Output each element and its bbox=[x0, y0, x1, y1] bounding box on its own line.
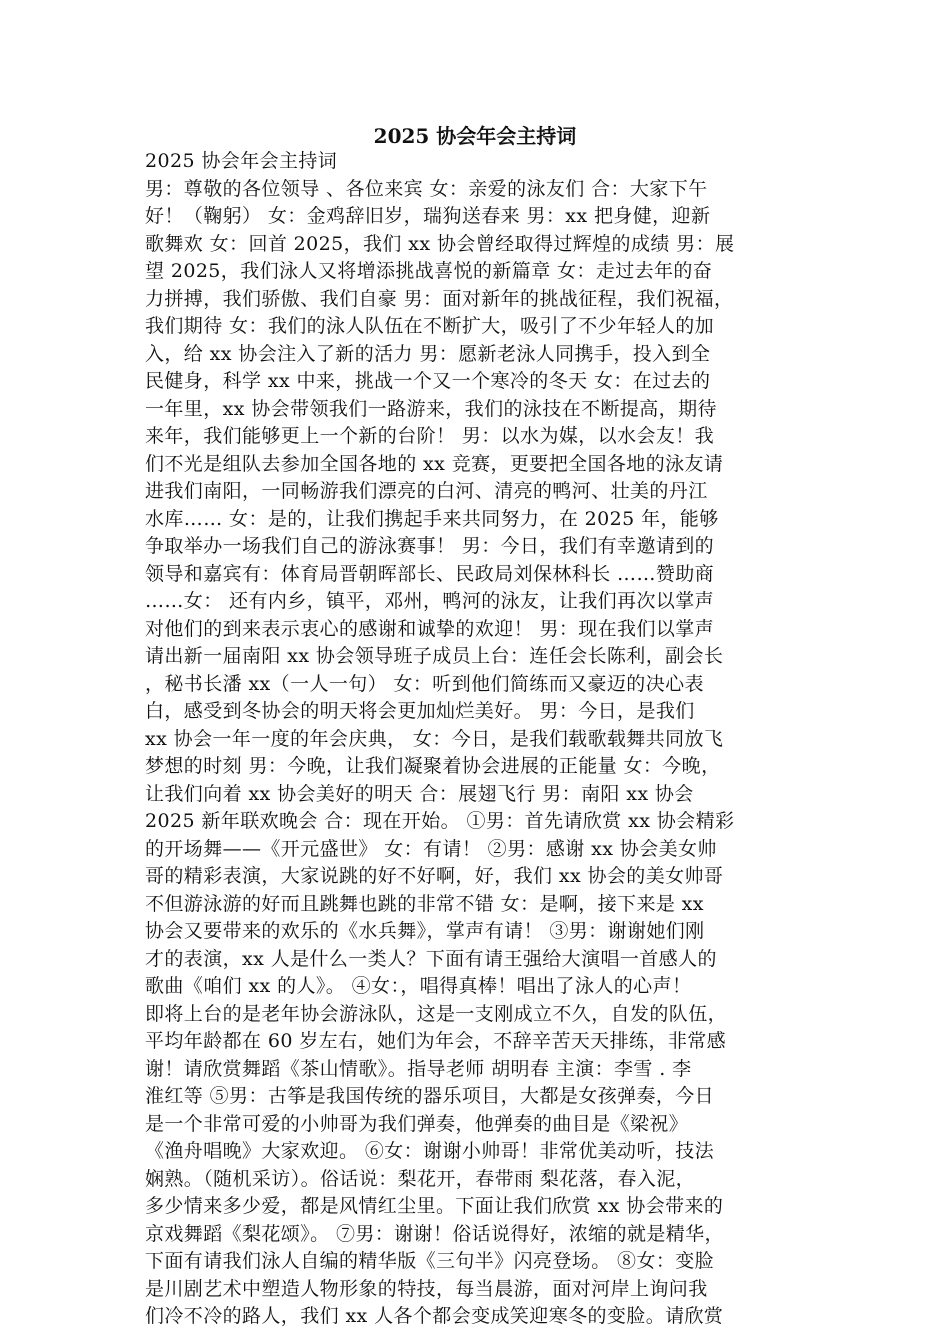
text-line: ……女： 还有内乡，镇平，邓州，鸭河的泳友，让我们再次以掌声 bbox=[145, 590, 715, 612]
document-title: 2025 协会年会主持词 bbox=[373, 124, 577, 148]
text-line: 水库…… 女：是的，让我们携起手来共同努力，在 2025 年，能够 bbox=[145, 507, 719, 530]
text-line: 对他们的到来表示衷心的感谢和诚挚的欢迎！ 男：现在我们以掌声 bbox=[145, 617, 715, 640]
text-line: 争取举办一场我们自己的游泳赛事！ 男：今日，我们有幸邀请到的 bbox=[145, 535, 715, 557]
text-line: 下面有请我们泳人自编的精华版《三句半》闪亮登场。 ⑧女：变脸 bbox=[145, 1250, 715, 1272]
text-line: 入，给 xx 协会注入了新的活力 男：愿新老泳人同携手，投入到全 bbox=[145, 342, 711, 365]
text-line: 不但游泳游的好而且跳舞也跳的非常不错 女：是啊，接下来是 xx bbox=[145, 892, 704, 915]
text-line: 力拼搏，我们骄傲、我们自豪 男：面对新年的挑战征程，我们祝福， bbox=[145, 287, 734, 310]
text-line: 歌舞欢 女：回首 2025，我们 xx 协会曾经取得过辉煌的成绩 男：展 bbox=[145, 232, 735, 255]
text-line: 平均年龄都在 60 岁左右，她们为年会，不辞辛苦天天排练，非常感 bbox=[145, 1030, 727, 1052]
text-line: 《渔舟唱晚》大家欢迎。 ⑥女：谢谢小帅哥！非常优美动听，技法 bbox=[145, 1140, 715, 1162]
text-line: 淮红等 ⑤男：古筝是我国传统的器乐项目，大都是女孩弹奏，今日 bbox=[145, 1085, 715, 1107]
text-line: 歌曲《咱们 xx 的人》。 ④女：，唱得真棒！唱出了泳人的心声！ bbox=[145, 975, 692, 997]
document-subtitle: 2025 协会年会主持词 bbox=[145, 150, 338, 172]
text-line: 来年，我们能够更上一个新的台阶！ 男：以水为媒，以水会友！我 bbox=[145, 425, 715, 447]
text-line: 才的表演，xx 人是什么一类人？下面有请王强给大演唱一首感人的 bbox=[145, 947, 717, 970]
text-line: 们冷不冷的路人，我们 xx 人各个都会变成笑迎寒冬的变脸。请欣赏 bbox=[145, 1305, 724, 1327]
text-line: 让我们向着 xx 协会美好的明天 合：展翅飞行 男：南阳 xx 协会 bbox=[145, 782, 694, 805]
text-line: 的开场舞——《开元盛世》 女：有请！ ②男：感谢 xx 协会美女帅 bbox=[145, 837, 717, 860]
text-line: 协会又要带来的欢乐的《水兵舞》，掌声有请！ ③男：谢谢她们刚 bbox=[145, 920, 705, 942]
text-line: 男：尊敬的各位领导 、各位来宾 女：亲爱的泳友们 合：大家下午 bbox=[145, 177, 708, 200]
text-line: xx 协会一年一度的年会庆典， 女：今日，是我们载歌载舞共同放飞 bbox=[145, 727, 724, 750]
text-line: 好！（鞠躬） 女：金鸡辞旧岁，瑞狗送春来 男：xx 把身健，迎新 bbox=[145, 205, 711, 227]
text-line: 白，感受到冬协会的明天将会更加灿烂美好。 男：今日，是我们 bbox=[145, 700, 695, 722]
text-line: 进我们南阳，一同畅游我们漂亮的白河、清亮的鸭河、壮美的丹江 bbox=[145, 480, 708, 502]
text-line: 是一个非常可爱的小帅哥为我们弹奏，他弹奏的曲目是《梁祝》 bbox=[145, 1112, 689, 1135]
text-line: 请出新一届南阳 xx 协会领导班子成员上台：连任会长陈利，副会长 bbox=[145, 645, 724, 667]
document-body bbox=[145, 148, 813, 1331]
text-line: 即将上台的是老年协会游泳队，这是一支刚成立不久，自发的队伍， bbox=[145, 1002, 728, 1025]
text-line: 多少情来多少爱，都是风情红尘里。下面让我们欣赏 xx 协会带来的 bbox=[145, 1195, 724, 1217]
text-line: 哥的精彩表演，大家说跳的好不好啊，好，我们 xx 协会的美女帅哥 bbox=[145, 865, 724, 887]
text-line: 一年里，xx 协会带领我们一路游来，我们的泳技在不断提高，期待 bbox=[145, 397, 717, 420]
text-line: 是川剧艺术中塑造人物形象的特技，每当晨游，面对河岸上询问我 bbox=[145, 1277, 708, 1300]
text-line: 梦想的时刻 男：今晚，让我们凝聚着协会进展的正能量 女：今晚， bbox=[145, 755, 721, 777]
text-line: 领导和嘉宾有：体育局晋朝晖部长、民政局刘保林科长 ……赞助商 bbox=[145, 562, 715, 585]
text-line: 我们期待 女：我们的泳人队伍在不断扩大，吸引了不少年轻人的加 bbox=[145, 315, 715, 337]
text-line: 2025 新年联欢晚会 合：现在开始。 ①男：首先请欣赏 xx 协会精彩 bbox=[145, 810, 735, 832]
text-line: 京戏舞蹈《梨花颂》。 ⑦男：谢谢！俗话说得好，浓缩的就是精华， bbox=[145, 1222, 724, 1245]
text-line: 谢！请欣赏舞蹈《茶山情歌》。指导老师 胡明春 主演：李雪 . 李 bbox=[145, 1057, 692, 1080]
text-line: ，秘书长潘 xx（一人一句） 女：听到他们简练而又豪迈的决心表 bbox=[145, 672, 704, 695]
text-line: 望 2025，我们泳人又将增添挑战喜悦的新篇章 女：走过去年的奋 bbox=[145, 260, 713, 282]
text-line: 民健身，科学 xx 中来，挑战一个又一个寒冷的冬天 女：在过去的 bbox=[145, 370, 711, 392]
text-line: 娴熟。（随机采访）。俗话说：梨花开，春带雨 梨花落，春入泥， bbox=[145, 1167, 696, 1190]
text-line: 们不光是组队去参加全国各地的 xx 竞赛，更要把全国各地的泳友请 bbox=[145, 452, 724, 475]
